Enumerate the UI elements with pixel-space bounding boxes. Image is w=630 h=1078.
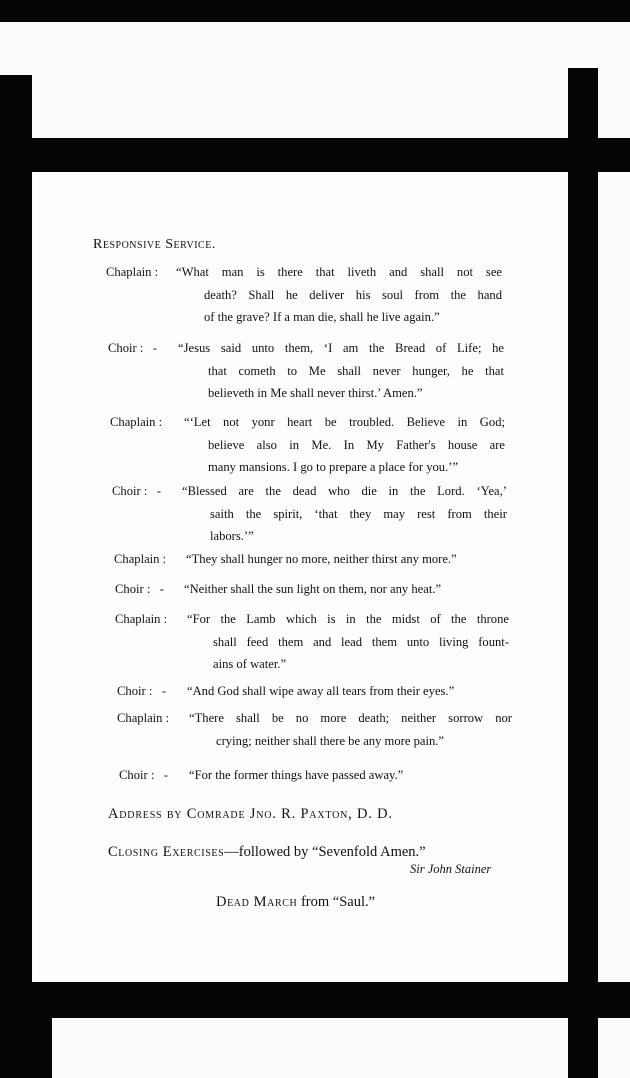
speech-text [187, 680, 512, 703]
speech-line: “What man is there that liveth and shall not see [176, 265, 502, 279]
speech-text [187, 608, 509, 676]
speech-line: many mansions. I go to prepare a place for you.’” [208, 460, 459, 475]
speaker-label: Choir : - [119, 768, 168, 782]
march-rest: from “Saul.” [297, 894, 376, 910]
speech-text [184, 578, 510, 601]
speech-text [182, 480, 507, 548]
speech-line: “Blessed are the dead who die in the Lord. ‘Yea,’ [182, 484, 507, 498]
address-line: Address by Comrade Jno. R. Paxton, D. D. [108, 806, 393, 822]
speech-line: that cometh to Me shall never hunger, he that [208, 363, 504, 378]
border-left-outer [0, 75, 32, 1078]
speech-line: “For the former things have passed away.” [189, 768, 404, 782]
closing-label: Closing Exercises [108, 844, 225, 860]
speaker-label: Choir : - [112, 484, 161, 498]
speech-line: “‘Let not yonr heart be troubled. Believe in God; [184, 415, 505, 429]
speech-line: “There shall be no more death; neither sorrow nor [189, 711, 512, 725]
speech-line: “Jesus said unto them, ‘I am the Bread of Life; he [178, 341, 504, 355]
speech-line: “For the Lamb which is in the midst of the throne [187, 612, 509, 626]
border-left-lower [0, 1018, 52, 1078]
border-top [0, 0, 630, 22]
speech-text [184, 411, 505, 479]
speech-line: “They shall hunger no more, neither thirst any more.” [186, 552, 457, 566]
speaker-label: Chaplain : [114, 552, 167, 566]
border-band-upper [0, 138, 630, 172]
march-label: Dead March [216, 894, 298, 910]
speech-line: crying; neither shall there be any more pain.” [216, 733, 444, 748]
closing-line [108, 844, 426, 861]
speaker-label: Chaplain : [110, 415, 163, 429]
speaker-label: Choir : - [117, 684, 166, 698]
speech-line: “And God shall wipe away all tears from their eyes.” [187, 684, 455, 698]
speech-line: saith the spirit, ‘that they may rest from their [210, 506, 507, 521]
speech-line: labors.’” [210, 529, 254, 544]
speech-text [189, 707, 512, 752]
speech-text [176, 261, 502, 329]
speech-line: “Neither shall the sun light on them, nor any heat.” [184, 582, 442, 596]
speech-text [186, 548, 510, 571]
speech-text [189, 764, 455, 787]
speech-text [178, 337, 504, 405]
speaker-label: Chaplain : [115, 612, 168, 626]
border-right [568, 68, 598, 1078]
section-heading: Responsive Service. [93, 237, 216, 252]
closing-rest: —followed by “Sevenfold Amen.” [224, 844, 426, 860]
speech-line: believe also in Me. In My Father's house are [208, 437, 505, 452]
speaker-label: Chaplain : [117, 711, 170, 725]
speech-line: death? Shall he deliver his soul from the hand [204, 287, 502, 302]
speaker-label: Choir : - [115, 582, 164, 596]
speech-line: shall feed them and lead them unto living fount- [213, 634, 509, 649]
speaker-label: Choir : - [108, 341, 157, 355]
border-band-lower [0, 982, 630, 1018]
speaker-label: Chaplain : [106, 265, 159, 279]
speech-line: ains of water.” [213, 657, 287, 672]
composer-credit: Sir John Stainer [410, 862, 492, 876]
dead-march-line [216, 894, 375, 911]
speech-line: of the grave? If a man die, shall he live again.” [204, 310, 440, 325]
speech-line: believeth in Me shall never thirst.’ Amen.” [208, 386, 423, 401]
